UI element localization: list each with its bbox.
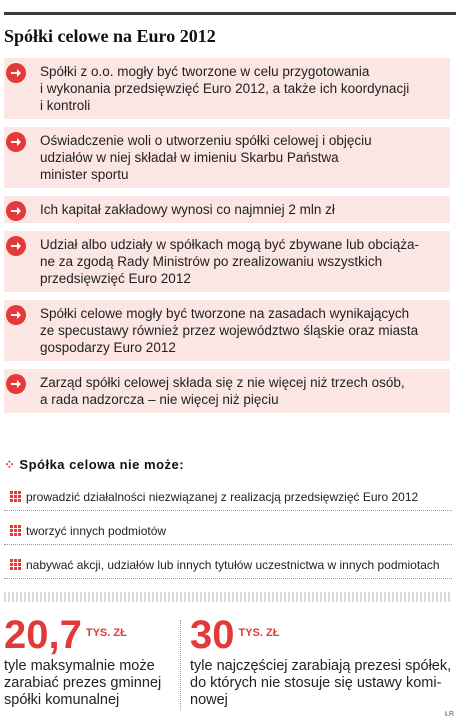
facts-list <box>4 58 450 421</box>
fact-text: Spółki celowe mogły być tworzone na zasadach wynikających ze specustawy również przez województwo śląskie oraz miasta gospodarzy Euro 2012 <box>40 306 419 355</box>
cannot-item-text: prowadzić działalności niezwiązanej z realizacją przedsięwzięć Euro 2012 <box>26 490 419 504</box>
fact-item-1 <box>4 58 450 119</box>
cannot-item-2 <box>4 520 452 545</box>
stat-value: 30 <box>190 613 235 657</box>
fact-item-2 <box>4 127 450 188</box>
fact-item-5 <box>4 300 450 361</box>
fact-item-3 <box>4 196 450 223</box>
arrow-right-icon <box>6 201 26 221</box>
cannot-section-title <box>4 457 184 473</box>
grid-bullet-icon <box>10 491 21 502</box>
cannot-item-text: nabywać akcji, udziałów lub innych tytułów uczestnictwa w innych podmiotach <box>26 558 440 572</box>
page-title: Spółki celowe na Euro 2012 <box>4 26 216 46</box>
fact-item-6 <box>4 369 450 413</box>
decorative-stripe <box>4 592 452 602</box>
fact-text: Udział albo udziały w spółkach mogą być zbywane lub obciąża- ne za zgodą Rady Ministrów po zrealizowaniu wszystkich przedsięwzięć Euro 2012 <box>40 237 419 286</box>
grid-bullet-icon <box>10 559 21 570</box>
cannot-item-1 <box>4 486 452 511</box>
arrow-right-icon <box>6 132 26 152</box>
stat-value: 20,7 <box>4 613 82 657</box>
cannot-title-text: Spółka celowa nie może: <box>19 457 185 472</box>
fact-text: Oświadczenie woli o utworzeniu spółki celowej i objęciu udziałów w niej składał w imieniu Skarbu Państwa minister sportu <box>40 133 372 182</box>
stat-unit: TYS. ZŁ <box>238 627 280 639</box>
dots-icon: ⁘ <box>4 457 16 472</box>
credit: ŁR <box>445 711 454 718</box>
arrow-right-icon <box>6 236 26 256</box>
fact-text: Spółki z o.o. mogły być tworzone w celu przygotowania i wykonania przedsięwzięć Euro 2012, a także ich koordynacji i kontroli <box>40 64 410 113</box>
stat-company-ceo <box>190 614 452 709</box>
fact-text: Ich kapitał zakładowy wynosi co najmniej 2 mln zł <box>40 202 335 217</box>
top-rule <box>4 12 456 15</box>
stat-unit: TYS. ZŁ <box>85 627 127 639</box>
stat-description: tyle najczęściej zarabiają prezesi spółek, do których nie stosuje się ustawy komi- nowej <box>190 658 452 708</box>
cannot-item-3 <box>4 554 452 579</box>
cannot-item-text: tworzyć innych podmiotów <box>26 524 167 538</box>
arrow-right-icon <box>6 63 26 83</box>
arrow-right-icon <box>6 305 26 325</box>
stat-description: tyle maksymalnie może zarabiać prezes gminnej spółki komunalnej <box>4 658 162 708</box>
arrow-right-icon <box>6 374 26 394</box>
grid-bullet-icon <box>10 525 21 536</box>
fact-item-4 <box>4 231 450 292</box>
stat-municipal-ceo <box>4 614 174 709</box>
fact-text: Zarząd spółki celowej składa się z nie więcej niż trzech osób, a rada nadzorcza – nie więcej niż pięciu <box>40 375 405 407</box>
stat-divider <box>180 620 181 710</box>
cannot-list <box>4 486 452 588</box>
